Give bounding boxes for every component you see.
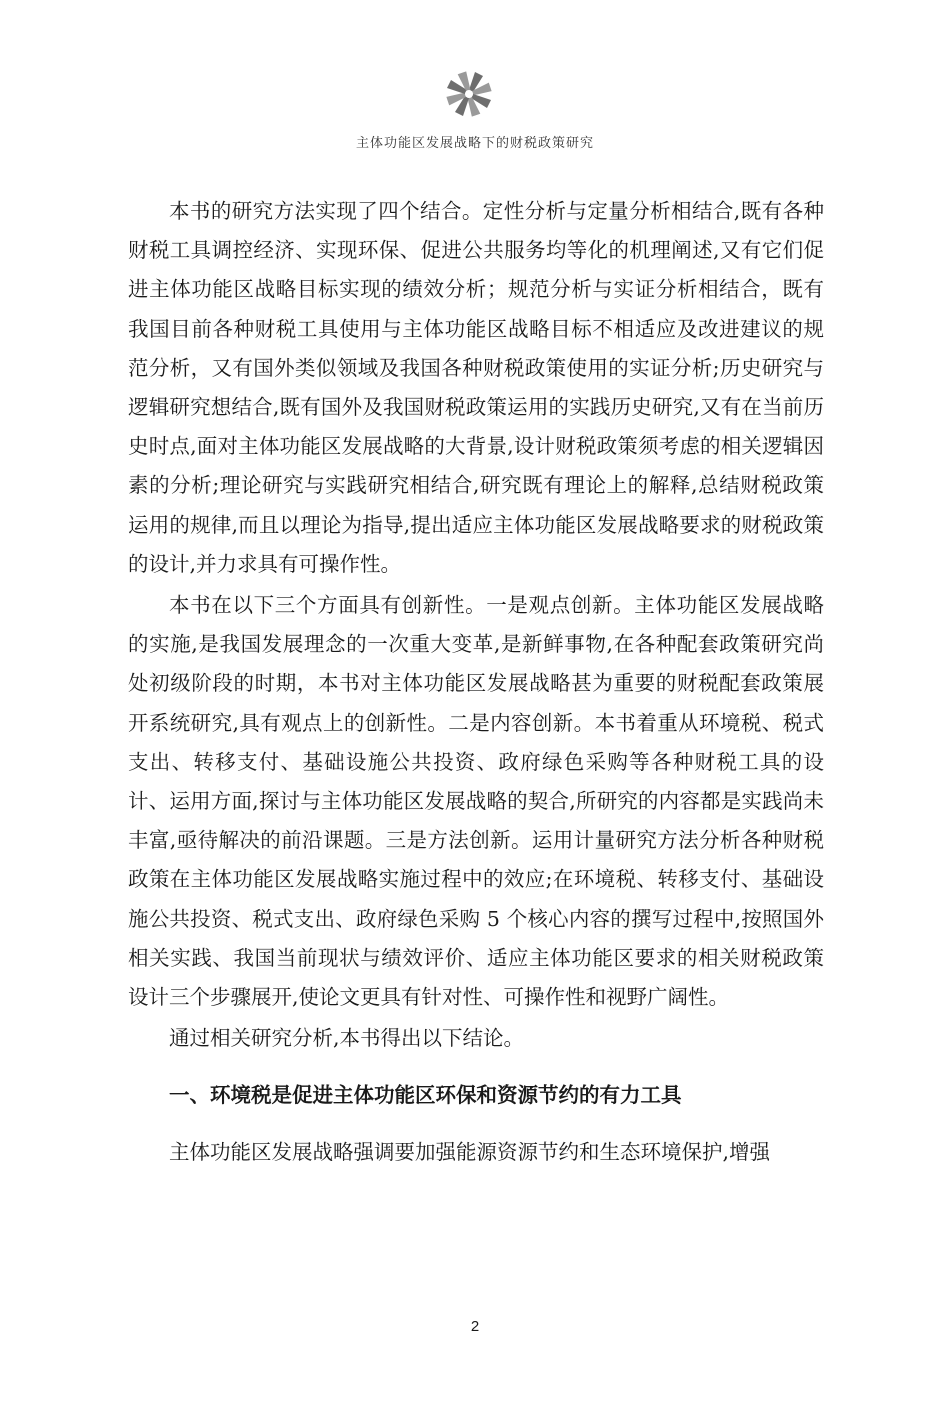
section-heading: 一、环境税是促进主体功能区环保和资源节约的有力工具	[169, 1083, 682, 1108]
page-number: 2	[470, 1318, 480, 1335]
paragraph-conclusion-intro: 通过相关研究分析,本书得出以下结论。	[169, 1026, 525, 1051]
pinwheel-logo-icon	[441, 66, 497, 122]
paragraph-research-methods: 本书的研究方法实现了四个结合。定性分析与定量分析相结合,既有各种财税工具调控经济、实现环保、促进公共服务均等化的机理阐述,又有它们促进主体功能区战略目标实现的绩效分析；规范分析与实证分析相结合，既有我国目前各种财税工具使用与主体功能区战略目标不相适应及改进建议的规范分析，又有国外类似领域及我国各种财税政策使用的实证分析;历史研究与逻辑研究想结合,既有国外及我国财税政策运用的实践历史研究,又有在当前历史时点,面对主体功能区发展战略的大背景,设计财税政策须考虑的相关逻辑因素的分析;理论研究与实践研究相结合,研究既有理论上的解释,总结财税政策运用的规律,而且以理论为指导,提出适应主体功能区发展战略要求的财税政策的设计,并力求具有可操作性。	[128, 199, 824, 576]
paragraph-innovation: 本书在以下三个方面具有创新性。一是观点创新。主体功能区发展战略的实施,是我国发展理念的一次重大变革,是新鲜事物,在各种配套政策研究尚处初级阶段的时期，本书对主体功能区发展战略甚为重要的财税配套政策展开系统研究,具有观点上的创新性。二是内容创新。本书着重从环境税、税式支出、转移支付、基础设施公共投资、政府绿色采购等各种财税工具的设计、运用方面,探讨与主体功能区发展战略的契合,所研究的内容都是实践尚未丰富,亟待解决的前沿课题。三是方法创新。运用计量研究方法分析各种财税政策在主体功能区发展战略实施过程中的效应;在环境税、转移支付、基础设施公共投资、税式支出、政府绿色采购 5 个核心内容的撰写过程中,按照国外相关实践、我国当前现状与绩效评价、适应主体功能区要求的相关财税政策设计三个步骤展开,使论文更具有针对性、可操作性和视野广阔性。	[128, 593, 824, 1010]
paragraph-section-start: 主体功能区发展战略强调要加强能源资源节约和生态环境保护,增强	[169, 1140, 771, 1165]
body-text	[128, 192, 824, 1173]
running-header-title: 主体功能区发展战略下的财税政策研究	[355, 136, 594, 151]
